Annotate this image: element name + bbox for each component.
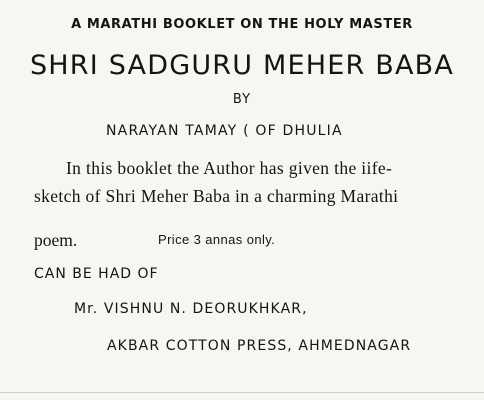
- seller-name: Mr. VISHNU N. DEORUKHKAR,: [74, 301, 308, 317]
- booklet-title: SHRI SADGURU MEHER BABA: [29, 50, 455, 81]
- booklet-subtitle: A MARATHI BOOKLET ON THE HOLY MASTER: [71, 17, 413, 32]
- bottom-rule: [0, 392, 484, 393]
- author-name: NARAYAN TAMAY ( OF DHULIA: [106, 123, 343, 139]
- seller-address: AKBAR COTTON PRESS, AHMEDNAGAR: [107, 338, 412, 354]
- by-line: BY: [232, 92, 252, 107]
- description-line-2: sketch of Shri Meher Baba in a charming Marathi: [34, 186, 399, 206]
- availability-heading: CAN BE HAD OF: [34, 266, 159, 282]
- price-label: Price 3 annas only.: [158, 232, 276, 247]
- description-line-3: poem.: [34, 230, 78, 250]
- description-line-1: In this booklet the Author has given the iife-: [66, 158, 393, 178]
